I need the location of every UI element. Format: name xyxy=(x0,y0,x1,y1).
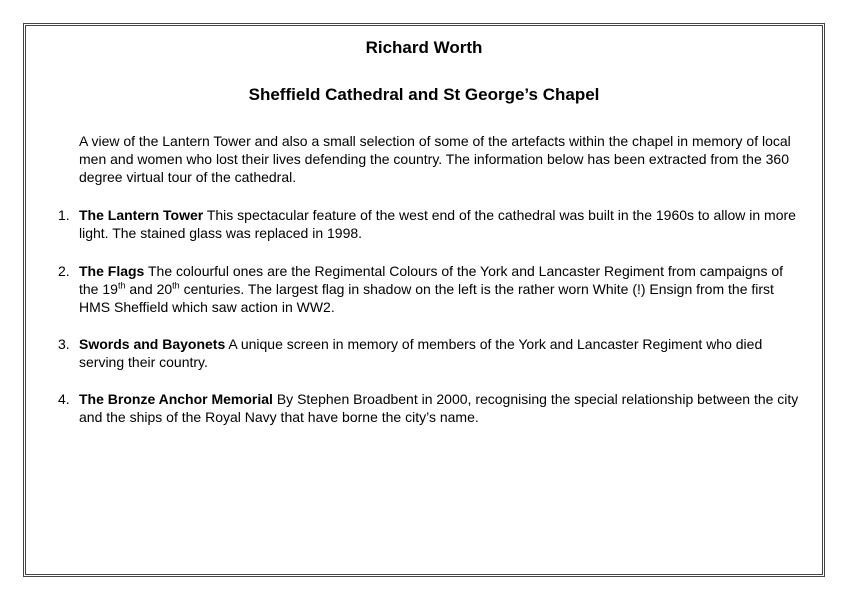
list-item-text: The colourful ones are the Regimental Colours of the York and Lancaster Regiment from campaigns of the 19 xyxy=(79,263,784,297)
list-item-heading: The Lantern Tower xyxy=(79,207,204,223)
author-name: Richard Worth xyxy=(365,38,483,57)
superscript-ordinal: th xyxy=(117,280,126,291)
list-item-number: 3. xyxy=(58,336,70,352)
list-item-body xyxy=(79,335,799,371)
list-item-body xyxy=(79,262,799,316)
list-item-heading: The Flags xyxy=(79,263,145,279)
list-item-number: 2. xyxy=(58,263,70,279)
list-item-body xyxy=(79,206,799,242)
list-item-text: This spectacular feature of the west end of the cathedral was built in the 1960s to allow in more light. The stained glass was replaced in 1998. xyxy=(79,207,796,241)
document-title: Sheffield Cathedral and St George’s Chapel xyxy=(248,85,600,104)
list-item-heading: The Bronze Anchor Memorial xyxy=(79,391,273,407)
list-item-text: By Stephen Broadbent in 2000, recognising the special relationship between the city and the ships of the Royal Navy that have borne the city’s name. xyxy=(79,391,799,425)
list-item-body xyxy=(79,390,799,426)
list-item-number: 1. xyxy=(58,207,70,223)
list-item-text: A unique screen in memory of members of the York and Lancaster Regiment who died serving their country. xyxy=(79,336,763,370)
list-item-heading: Swords and Bayonets xyxy=(79,336,226,352)
list-item-text: and 20 xyxy=(125,281,173,297)
list-item-text: centuries. The largest flag in shadow on the left is the rather worn White (!) Ensign from the first HMS Sheffield which saw action in WW2. xyxy=(79,281,774,315)
list-item-number: 4. xyxy=(58,391,70,407)
page-frame xyxy=(25,25,823,575)
superscript-ordinal: th xyxy=(172,280,180,291)
intro-paragraph: A view of the Lantern Tower and also a small selection of some of the artefacts within the chapel in memory of local men and women who lost their lives defending the country. The information below has been extracted from the 360 degree virtual tour of the cathedral. xyxy=(79,133,791,185)
